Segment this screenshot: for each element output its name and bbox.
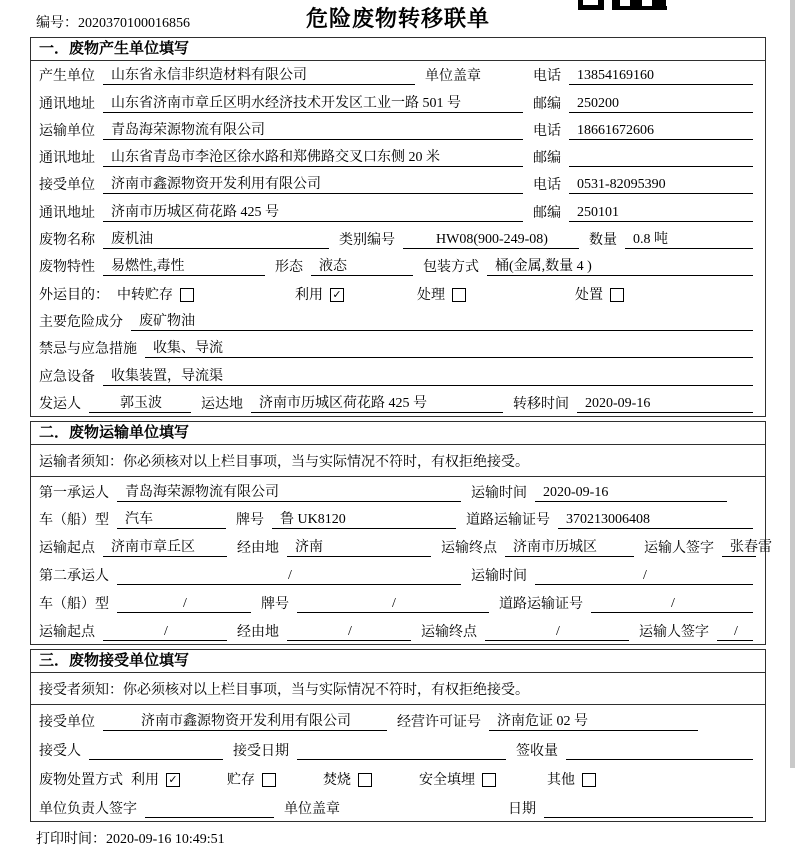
purpose-option-utilize-label: 利用 (295, 287, 323, 303)
route1-via-value: 济南 (287, 536, 431, 557)
disposal-checkbox-incinerate (358, 773, 372, 787)
waste-form-label: 形态 (275, 260, 303, 276)
producer-phone-value: 13854169160 (569, 68, 753, 85)
vehicle1-plate-value: 鲁 UK8120 (272, 508, 456, 529)
route2-sign-label: 运输人签字 (639, 624, 709, 640)
print-time-label: 打印时间： (36, 832, 106, 848)
row-vehicle1 (31, 505, 765, 533)
receipt-qty-value (566, 759, 753, 760)
producer-address-label: 通讯地址 (39, 96, 95, 112)
scrollbar-track[interactable] (790, 0, 795, 768)
row-receiver-address (31, 197, 765, 224)
route1-sign-label: 运输人签字 (644, 541, 714, 557)
receiver-phone-label: 电话 (533, 178, 561, 194)
row-vehicle2 (31, 588, 765, 616)
receiver-value: 济南市鑫源物资开发利用有限公司 (103, 173, 523, 194)
row-carrier2 (31, 560, 765, 588)
producer-phone-label: 电话 (533, 69, 561, 85)
purpose-option-transfer-storage-label: 中转贮存 (117, 287, 173, 303)
row-waste-name (31, 225, 765, 252)
form-sheet (30, 37, 772, 822)
accept-date-value (297, 759, 506, 760)
document-header (0, 0, 796, 37)
row-waste-props (31, 252, 765, 279)
row-receive-unit (31, 705, 765, 734)
row-route1 (31, 532, 772, 560)
purpose-checkbox-dispose (610, 288, 624, 302)
transporter-label: 运输单位 (39, 123, 95, 139)
disposal-checkbox-utilize: ✓ (166, 773, 180, 787)
seal-label: 单位盖章 (425, 69, 481, 85)
disposal-label: 废物处置方式 (39, 773, 123, 789)
route1-end-value: 济南市历城区 (505, 536, 634, 557)
route2-start-label: 运输起点 (39, 624, 95, 640)
transporter-address-value: 山东省青岛市李沧区徐水路和郑佛路交叉口东侧 20 米 (103, 146, 523, 167)
row-dispatch (31, 389, 765, 416)
vehicle1-license-label: 道路运输证号 (466, 513, 550, 529)
disposal-option-other-label: 其他 (547, 773, 575, 789)
vehicle2-plate-value: / (297, 596, 489, 613)
waste-name-label: 废物名称 (39, 233, 95, 249)
section-producer-header: 一．废物产生单位填写 (31, 38, 765, 61)
unit-seal-label: 单位盖章 (284, 802, 340, 818)
row-transporter-address (31, 143, 765, 170)
receive-unit-label: 接受单位 (39, 714, 95, 730)
section-transport (30, 421, 772, 645)
vehicle2-license-label: 道路运输证号 (499, 596, 583, 612)
purpose-option-dispose (575, 284, 624, 304)
equipment-value: 收集装置，导流渠 (103, 365, 753, 386)
disposal-option-storage-label: 贮存 (227, 773, 255, 789)
disposal-option-storage (227, 769, 323, 789)
transport-notice: 运输者须知：你必须核对以上栏目事项，当与实际情况不符时，有权拒绝接受。 (31, 445, 765, 477)
print-time (36, 828, 796, 848)
route2-end-label: 运输终点 (421, 624, 477, 640)
row-responsible-sign (31, 792, 765, 821)
route2-via-value: / (287, 624, 411, 641)
waste-name-value: 废机油 (103, 228, 329, 249)
purpose-option-treat (417, 284, 575, 304)
vehicle2-license-value: / (591, 596, 753, 613)
vehicle1-type-value: 汽车 (117, 508, 226, 529)
receipt-qty-label: 签收量 (516, 744, 558, 760)
route2-via-label: 经由地 (237, 624, 279, 640)
waste-props-value: 易燃性,毒性 (103, 255, 265, 276)
destination-label: 运达地 (201, 396, 243, 412)
vehicle2-plate-label: 牌号 (261, 596, 289, 612)
row-producer-address (31, 88, 765, 115)
carrier2-value: / (117, 568, 461, 585)
row-disposal (31, 763, 765, 792)
disposal-option-incinerate-label: 焚烧 (323, 773, 351, 789)
accepter-value (89, 759, 223, 760)
taboo-label: 禁忌与应急措施 (39, 342, 137, 358)
purpose-checkbox-transfer-storage (180, 288, 194, 302)
transporter-phone-value: 18661672606 (569, 123, 753, 140)
disposal-option-landfill (419, 769, 547, 789)
row-route2 (31, 616, 765, 644)
vehicle1-plate-label: 牌号 (236, 513, 264, 529)
route1-start-value: 济南市章丘区 (103, 536, 227, 557)
accept-date-label: 接受日期 (233, 744, 289, 760)
route2-end-value: / (485, 624, 629, 641)
receive-notice: 接受者须知：你必须核对以上栏目事项，当与实际情况不符时，有权拒绝接受。 (31, 673, 765, 705)
disposal-option-other (547, 769, 596, 789)
transporter-value: 青岛海荣源物流有限公司 (103, 119, 523, 140)
print-time-value: 2020-09-16 10:49:51 (106, 832, 225, 848)
route1-via-label: 经由地 (237, 541, 279, 557)
transporter-phone-label: 电话 (533, 123, 561, 139)
carrier2-time-value: / (535, 568, 753, 585)
purpose-option-utilize (295, 284, 417, 304)
receiver-label: 接受单位 (39, 178, 95, 194)
responsible-sign-label: 单位负责人签字 (39, 802, 137, 818)
carrier2-label: 第二承运人 (39, 569, 109, 585)
carrier1-value: 青岛海荣源物流有限公司 (117, 481, 461, 502)
receiver-address-label: 通讯地址 (39, 205, 95, 221)
operating-license-label: 经营许可证号 (397, 714, 481, 730)
producer-label: 产生单位 (39, 69, 95, 85)
hazard-value: 废矿物油 (131, 310, 753, 331)
serial-value: 2020370100016856 (78, 16, 190, 31)
purpose-option-treat-label: 处理 (417, 287, 445, 303)
carrier1-label: 第一承运人 (39, 485, 109, 501)
waste-qty-label: 数量 (589, 233, 617, 249)
route2-start-value: / (103, 624, 227, 641)
disposal-checkbox-other (582, 773, 596, 787)
section-producer (30, 37, 766, 417)
producer-zip-label: 邮编 (533, 96, 561, 112)
disposal-option-landfill-label: 安全填埋 (419, 773, 475, 789)
waste-qty-value: 0.8 吨 (625, 228, 753, 249)
purpose-option-transfer-storage (117, 284, 295, 304)
disposal-option-incinerate (323, 769, 419, 789)
dispatcher-label: 发运人 (39, 396, 81, 412)
producer-zip-value: 250200 (569, 96, 753, 113)
accepter-label: 接受人 (39, 744, 81, 760)
waste-pack-value: 桶(金属,数量 4 ) (487, 255, 753, 276)
disposal-option-utilize (131, 769, 227, 789)
waste-form-value: 液态 (311, 255, 413, 276)
receiver-phone-value: 0531-82095390 (569, 177, 753, 194)
transporter-address-label: 通讯地址 (39, 151, 95, 167)
vehicle1-license-value: 370213006408 (558, 512, 753, 529)
section-receive-header: 三．废物接受单位填写 (31, 650, 765, 673)
receiver-address-value: 济南市历城区荷花路 425 号 (103, 201, 523, 222)
route2-sign-value: / (717, 624, 753, 641)
sign-date-value (544, 817, 753, 818)
producer-address-value: 山东省济南市章丘区明水经济技术开发区工业一路 501 号 (103, 92, 523, 113)
operating-license-value: 济南危证 02 号 (489, 710, 698, 731)
row-carrier1 (31, 477, 765, 505)
purpose-checkbox-utilize: ✓ (330, 288, 344, 302)
row-hazard (31, 307, 765, 334)
dispatcher-value: 郭玉波 (89, 392, 191, 413)
transporter-zip-label: 邮编 (533, 151, 561, 167)
vehicle1-type-label: 车（船）型 (39, 513, 109, 529)
purpose-label: 外运目的： (39, 287, 109, 303)
section-receive (30, 649, 766, 823)
producer-value: 山东省永信非织造材料有限公司 (103, 64, 415, 85)
carrier1-time-label: 运输时间 (471, 485, 527, 501)
row-purpose (31, 279, 765, 306)
disposal-checkbox-storage (262, 773, 276, 787)
purpose-checkbox-treat (452, 288, 466, 302)
section-transport-header: 二．废物运输单位填写 (31, 422, 765, 445)
waste-pack-label: 包装方式 (423, 260, 479, 276)
row-producer (31, 61, 765, 88)
receiver-zip-value: 250101 (569, 205, 753, 222)
transfer-time-label: 转移时间 (513, 396, 569, 412)
row-taboo (31, 334, 765, 361)
page-title: 危险废物转移联单 (305, 6, 490, 31)
waste-code-label: 类别编号 (339, 233, 395, 249)
transporter-zip-value (569, 166, 753, 167)
purpose-option-dispose-label: 处置 (575, 287, 603, 303)
disposal-checkbox-landfill (482, 773, 496, 787)
row-accept (31, 734, 765, 763)
vehicle2-type-value: / (117, 596, 251, 613)
waste-code-value: HW08(900-249-08) (403, 232, 579, 249)
row-equipment (31, 361, 765, 388)
vehicle2-type-label: 车（船）型 (39, 596, 109, 612)
waste-props-label: 废物特性 (39, 260, 95, 276)
receive-unit-value: 济南市鑫源物资开发利用有限公司 (103, 710, 387, 731)
route1-start-label: 运输起点 (39, 541, 95, 557)
carrier2-time-label: 运输时间 (471, 569, 527, 585)
hazard-label: 主要危险成分 (39, 314, 123, 330)
equipment-label: 应急设备 (39, 369, 95, 385)
row-receiver (31, 170, 765, 197)
serial-label: 编号： (36, 16, 78, 31)
carrier1-time-value: 2020-09-16 (535, 485, 727, 502)
transfer-time-value: 2020-09-16 (577, 396, 753, 413)
row-transporter (31, 116, 765, 143)
sign-date-label: 日期 (508, 802, 536, 818)
destination-value: 济南市历城区荷花路 425 号 (251, 392, 503, 413)
route1-end-label: 运输终点 (441, 541, 497, 557)
route1-sign-value: 张春雷 (722, 536, 756, 557)
taboo-value: 收集、导流 (145, 337, 753, 358)
receiver-zip-label: 邮编 (533, 205, 561, 221)
disposal-option-utilize-label: 利用 (131, 773, 159, 789)
responsible-sign-value (145, 817, 274, 818)
